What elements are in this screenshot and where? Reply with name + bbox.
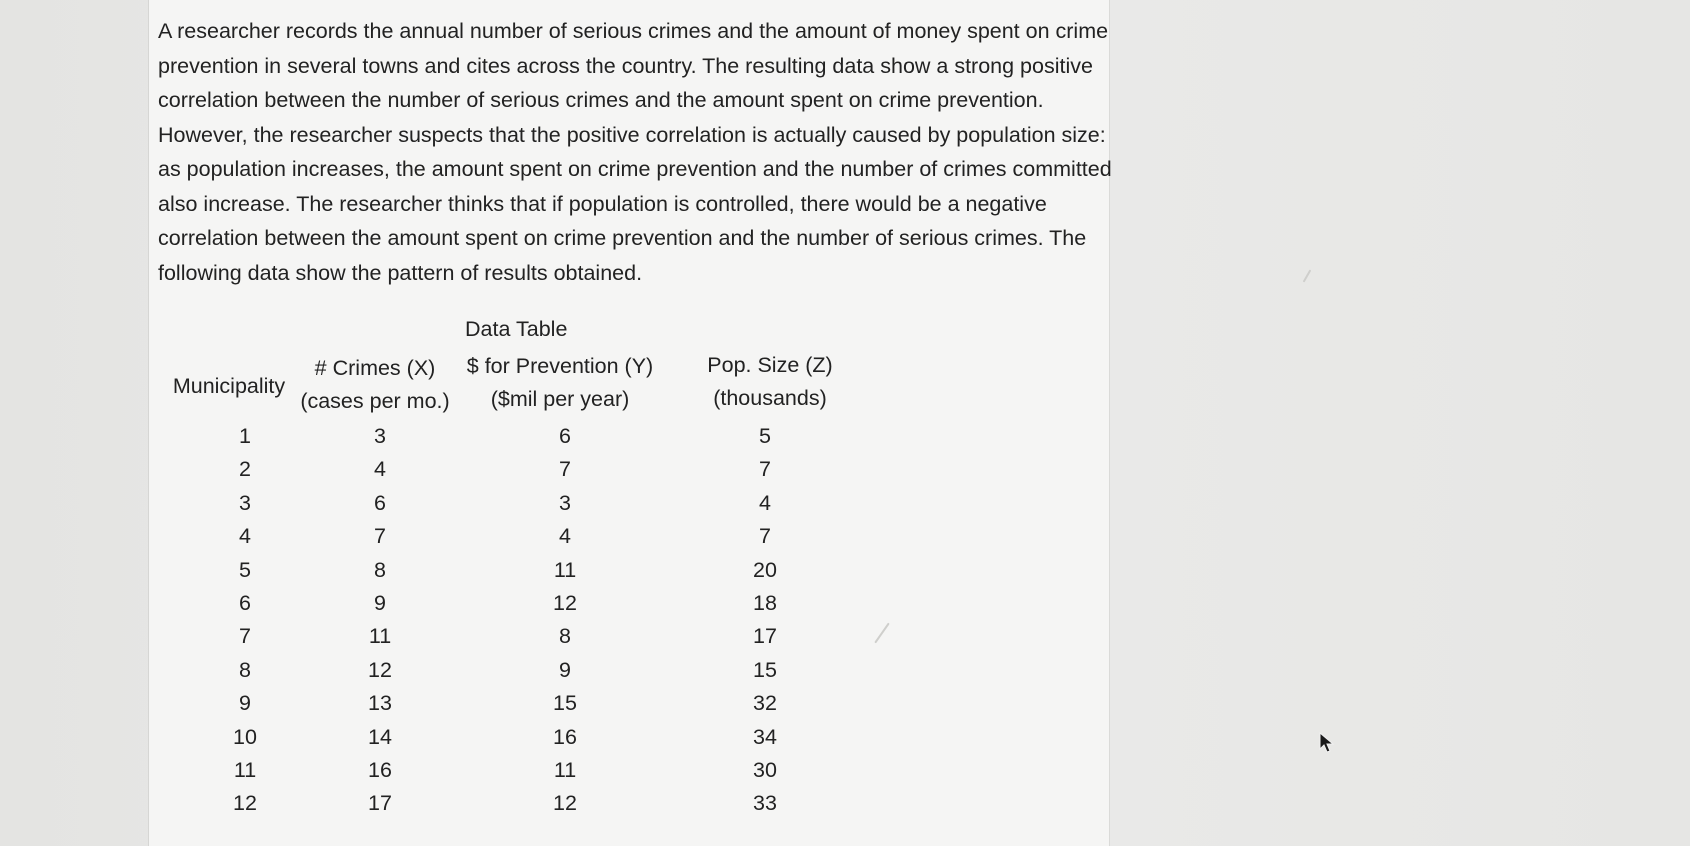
header-municipality (164, 370, 294, 403)
table-caption: Data Table (465, 317, 568, 341)
table-row (0, 520, 1000, 553)
cell-crimes: 9 (374, 590, 386, 615)
screen-smudge (1303, 269, 1312, 282)
header-prevention-line2: ($mil per year) (490, 387, 630, 411)
paragraph-line: following data show the pattern of results obtained. (158, 260, 643, 285)
cell-prevention: 16 (553, 724, 577, 749)
cell-population: 18 (753, 590, 777, 615)
table-row (0, 420, 1000, 453)
mouse-pointer-icon (1318, 732, 1336, 754)
table-row (0, 721, 1000, 754)
table-row (0, 453, 1000, 486)
table-row (0, 687, 1000, 720)
cell-municipality: 10 (233, 724, 257, 749)
cell-population: 33 (753, 791, 777, 816)
cell-crimes: 8 (374, 557, 386, 582)
cell-population: 15 (753, 657, 777, 682)
paragraph-line: correlation between the amount spent on crime prevention and the number of serious crimes. The (158, 226, 1087, 250)
problem-paragraph (158, 14, 1158, 290)
cell-municipality: 4 (239, 524, 251, 549)
paragraph-line: prevention in several towns and cites across the country. The resulting data show a strong positive (158, 53, 1093, 78)
cell-prevention: 12 (553, 791, 577, 816)
header-prevention (460, 350, 660, 416)
table-row (0, 754, 1000, 787)
table-row (0, 787, 1000, 820)
cell-crimes: 11 (368, 624, 392, 649)
cell-prevention: 3 (559, 490, 571, 515)
cell-crimes: 16 (368, 757, 392, 782)
cell-prevention: 4 (559, 524, 571, 549)
header-crimes (300, 352, 450, 418)
table-row (0, 654, 1000, 687)
cell-prevention: 12 (553, 590, 577, 615)
paragraph-line: also increase. The researcher thinks that if population is controlled, there would be a negative (158, 191, 1047, 216)
cell-crimes: 14 (368, 724, 392, 749)
cell-crimes: 17 (368, 791, 392, 816)
header-crimes-line2: (cases per mo.) (300, 389, 450, 413)
cell-municipality: 2 (239, 457, 251, 482)
paragraph-line: correlation between the number of serious crimes and the amount spent on crime prevention. (158, 88, 1044, 112)
cell-crimes: 7 (374, 524, 386, 549)
paragraph-line: However, the researcher suspects that the positive correlation is actually caused by population size: (158, 122, 1106, 147)
cell-crimes: 6 (374, 490, 386, 515)
cell-prevention: 9 (559, 657, 571, 682)
header-prevention-line1: $ for Prevention (Y) (466, 354, 654, 378)
cell-population: 30 (753, 757, 777, 782)
cell-municipality: 12 (233, 791, 257, 816)
cell-crimes: 4 (374, 457, 386, 482)
paragraph-line: as population increases, the amount spent on crime prevention and the number of crimes committed (158, 157, 1112, 181)
table-row (0, 587, 1000, 620)
cell-prevention: 15 (553, 691, 577, 716)
table-row (0, 620, 1000, 653)
cell-municipality: 9 (239, 691, 251, 716)
paragraph-line: A researcher records the annual number of serious crimes and the amount of money spent on crime (158, 19, 1109, 43)
cell-population: 5 (759, 424, 771, 448)
cell-municipality: 6 (239, 590, 251, 615)
header-crimes-line1: # Crimes (X) (314, 356, 436, 380)
cell-prevention: 11 (553, 757, 577, 782)
cell-municipality: 7 (239, 624, 251, 649)
cell-population: 17 (753, 624, 777, 649)
cell-crimes: 13 (368, 691, 392, 716)
cell-prevention: 6 (559, 424, 571, 448)
cell-population: 34 (753, 724, 777, 749)
header-municipality-label: Municipality (172, 374, 286, 398)
data-table-body (0, 420, 1000, 821)
cell-crimes: 3 (374, 424, 386, 448)
cell-municipality: 5 (239, 557, 251, 582)
cell-prevention: 7 (559, 457, 571, 482)
header-population (690, 349, 850, 415)
cell-municipality: 1 (239, 424, 251, 448)
table-row (0, 554, 1000, 587)
cell-population: 7 (759, 524, 771, 549)
cell-population: 7 (759, 457, 771, 482)
table-row (0, 487, 1000, 520)
cell-population: 4 (759, 490, 771, 515)
cell-population: 20 (753, 557, 777, 582)
header-population-line2: (thousands) (713, 386, 827, 410)
cell-crimes: 12 (368, 657, 392, 682)
cell-prevention: 8 (559, 624, 571, 649)
cell-prevention: 11 (553, 557, 577, 582)
cell-municipality: 3 (239, 490, 251, 515)
header-population-line1: Pop. Size (Z) (707, 353, 833, 377)
cell-municipality: 8 (239, 657, 251, 682)
cell-population: 32 (753, 691, 777, 716)
cell-municipality: 11 (233, 757, 257, 782)
